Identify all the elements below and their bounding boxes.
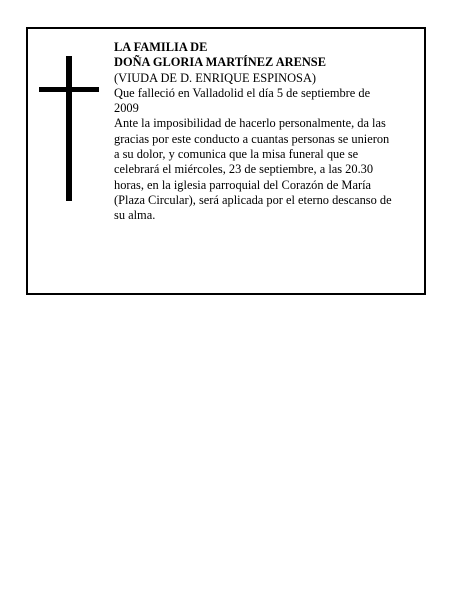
widow-of-line: (VIUDA DE D. ENRIQUE ESPINOSA) [114, 70, 317, 85]
family-heading: LA FAMILIA DE [114, 40, 208, 54]
cross-horizontal-bar [39, 87, 99, 92]
message-line: Ante la imposibilidad de hacerlo personalmente, da las [114, 116, 386, 131]
message-line: celebrará el miércoles, 23 de septiembre, a las 20.30 [114, 162, 374, 177]
deceased-name: DOÑA GLORIA MARTÍNEZ ARENSE [114, 55, 326, 70]
message-line: gracias por este conducto a cuantas personas se unieron [114, 131, 390, 146]
death-line: 2009 [114, 101, 139, 116]
notice-text [114, 40, 422, 224]
obituary-notice [26, 27, 426, 295]
message-line: a su dolor, y comunica que la misa funeral que se [114, 147, 359, 162]
message-line: (Plaza Circular), será aplicada por el eterno descanso de [114, 192, 392, 207]
death-line: Que falleció en Valladolid el día 5 de septiembre de [114, 85, 371, 100]
message-line: su alma. [114, 208, 156, 223]
latin-cross-icon [39, 56, 99, 201]
cross-vertical-bar [66, 56, 72, 201]
message-line: horas, en la iglesia parroquial del Corazón de María [114, 177, 372, 192]
